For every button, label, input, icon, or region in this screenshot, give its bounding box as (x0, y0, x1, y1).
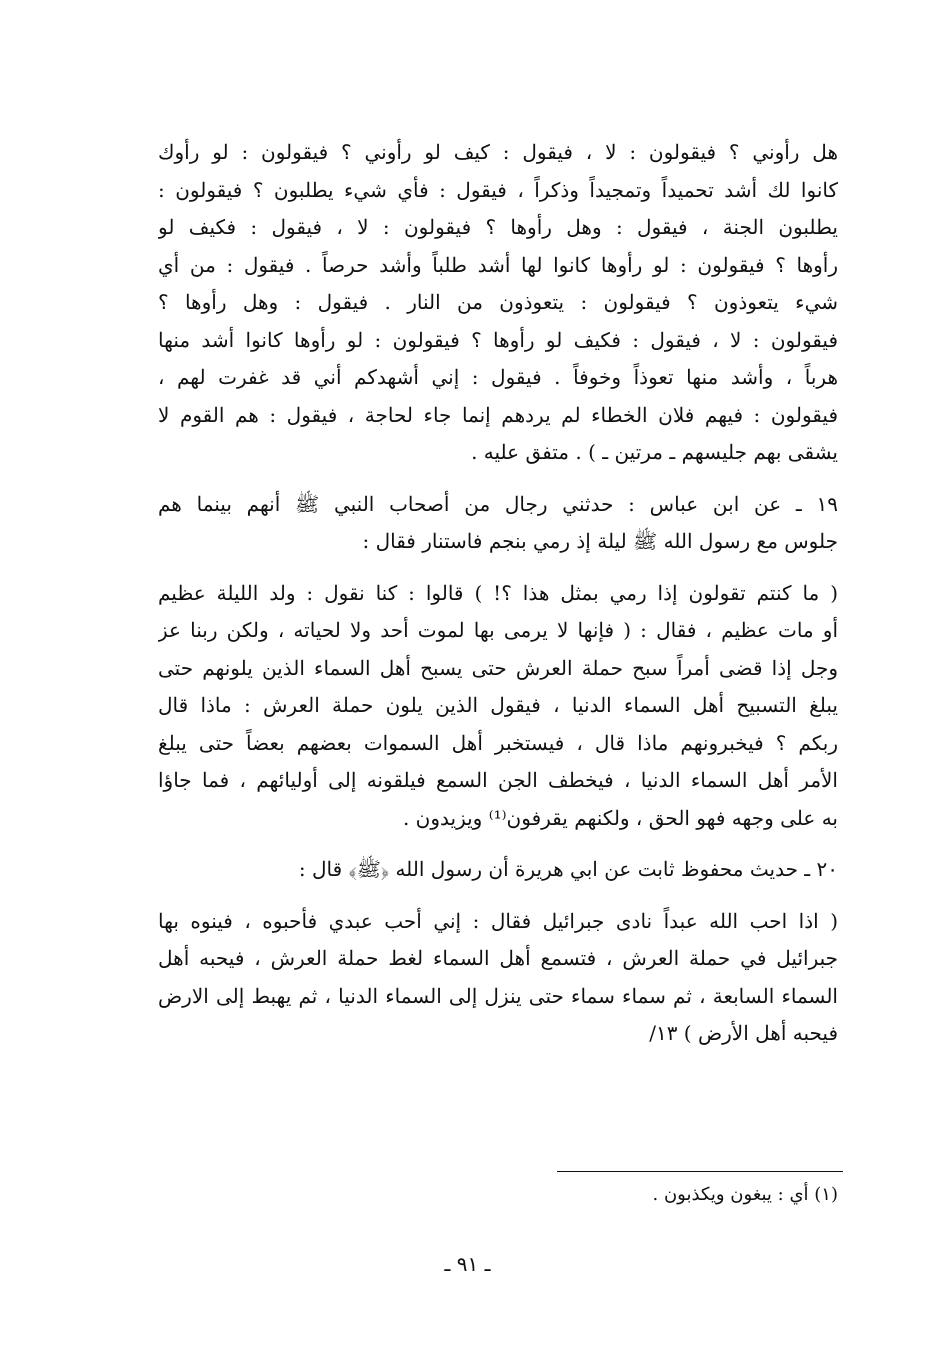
text-line: جبرائيل في حملة العرش ، فتسمع أهل السماء لغط حملة العرش ، فيحبه أهل (158, 946, 838, 970)
text-line: يشقى بهم جليسهم ـ مرتين ـ ) . متفق عليه . (471, 440, 838, 464)
text-line: ( اذا احب الله عبداً نادى جبرائيل فقال : إني أحب عبدي فأحبوه ، فينوه بها (158, 908, 838, 933)
text-line: فيقولون : فيهم فلان الخطاء لم يردهم إنما جاء لحاجة ، فيقول : هم القوم لا (158, 402, 838, 427)
text-line: شيء يتعوذون ؟ فيقولون : يتعوذون من النار . فيقول : وهل رأوها ؟ (158, 290, 838, 314)
text-line: هل رأوني ؟ فيقولون : لا ، فيقول : كيف لو رأوني ؟ فيقولون : لو رأوك (158, 140, 838, 164)
footnote-divider (557, 1171, 843, 1172)
text-line: السماء السابعة ، ثم سماء سماء حتى ينزل إلى السماء الدنيا ، ثم يهبط إلى الارض (158, 983, 838, 1008)
text-line: يبلغ التسبيح أهل السماء الدنيا ، فيقول الذين يلون حملة العرش : ماذا قال (158, 693, 838, 717)
text-line: رأوها ؟ فيقولون : لو رأوها كانوا لها أشد طلباً وأشد حرصاً . فيقول : من أي (158, 252, 838, 277)
text-line: وجل إذا قضى أمراً سبح حملة العرش حتى يسبح أهل السماء الذين يلونهم حتى (158, 655, 838, 680)
text-line: الأمر أهل السماء الدنيا ، فيخطف الجن السمع فيلقونه إلى أوليائهم ، فما جاؤا (158, 768, 838, 792)
text-line: ربكم ؟ فيخبرونهم ماذا قال ، فيستخبر أهل السموات بعضهم بعضاً حتى يبلغ (158, 730, 838, 755)
text-line: يطلبون الجنة ، فيقول : وهل رأوها ؟ فيقولون : لا ، فيقول : فكيف لو (158, 215, 838, 239)
page-body (158, 134, 838, 1053)
paragraph-hadith-20-text (158, 903, 838, 1053)
paragraph-hadith-19-intro (158, 486, 838, 561)
page-number: ـ ٩١ ـ (444, 1252, 491, 1276)
text-line: ( ما كنتم تقولون إذا رمي بمثل هذا ؟! ) قالوا : كنا نقول : ولد الليلة عظيم (158, 580, 838, 605)
paragraph-hadith-20-intro (158, 851, 838, 889)
text-line: هرباً ، وأشد منها تعوذاً وخوفاً . فيقول : إني أشهدكم أني قد غفرت لهم ، (158, 365, 838, 389)
text-line: ١٩ ـ عن ابن عباس : حدثني رجال من أصحاب النبي ﷺ أنهم بينما هم (158, 491, 838, 516)
text-line: كانوا لك أشد تحميداً وتمجيداً وذكراً ، فيقول : فأي شيء يطلبون ؟ فيقولون : (158, 177, 838, 202)
text-line: فيحبه أهل الأرض ) ١٣/ (649, 1021, 838, 1045)
footnote: (١) أي : يبغون ويكذبون . (652, 1184, 838, 1205)
text-line: به على وجهه فهو الحق ، ولكنهم يقرفون⁽¹⁾ ويزيدون . (402, 805, 838, 830)
text-line: ٢٠ ـ حديث محفوظ ثابت عن ابي هريرة أن رسول الله ﴿ﷺ﴾ قال : (298, 857, 838, 881)
paragraph-hadith-continuation (158, 134, 838, 472)
text-line: أو مات عظيم ، فقال : ( فإنها لا يرمى بها لموت أحد ولا لحياته ، ولكن ربنا عز (158, 618, 838, 642)
text-line: فيقولون : لا ، فيقول : فكيف لو رأوها ؟ فيقولون : لو رأوها كانوا أشد منها (158, 327, 838, 352)
paragraph-hadith-19-text (158, 575, 838, 838)
text-line: جلوس مع رسول الله ﷺ ليلة إذ رمي بنجم فاستنار فقال : (362, 529, 838, 553)
